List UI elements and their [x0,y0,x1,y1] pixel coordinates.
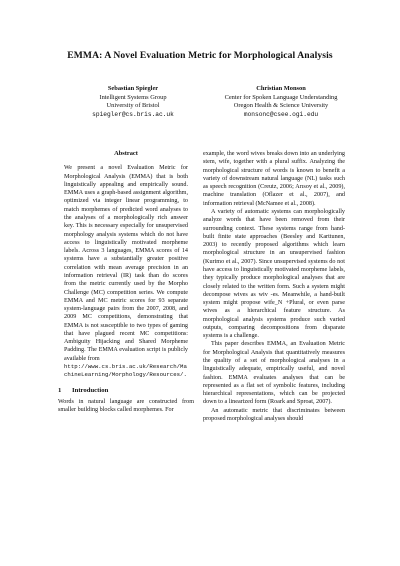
abstract-heading: Abstract [114,150,138,157]
abstract-text: We present a novel Evaluation Metric for Morphological Analysis (EMMA) that is both linguistically appealing and empirically sound. EMMA uses a graph-based assignment algorithm, optimized via integer linear programming, to match morphemes of predicted word analyses to the analyses of a morphologically rich answer key. This is necessary especially for unsupervised morphology analysis systems which do not have access to linguistically motivated morpheme labels. Across 3 languages, EMMA scores of 14 systems have a substantially greater positive correlation with mean average precision in an information retrieval (IR) task than do scores from the metric currently used by the Morpho Challenge (MC) competition series. We compute EMMA and MC metric scores for 93 separate system-language pairs from the 2007, 2008, and 2009 MC competitions, demonstrating that EMMA is not susceptible to two types of gaming that have plagued recent MC competitions: Ambiguity Hijacking and Shared Morpheme Padding. The EMMA evaluation script is publicly available from [64,165,188,362]
intro-paragraph: Words in natural language are constructed from smaller building blocks called morphemes. For [58,398,194,414]
body-paragraph-3: This paper describes EMMA, an Evaluation Metric for Morphological Analysis that quantitatively measures the quality of a set of morphological analyses in a linguistically adequate, empirically useful, and novel fashion. EMMA evaluates analyses that can be represented as a flat set of symbolic features, including hierarchical representations, which can be projected down to a linearized form (Roark and Sproat, 2007). [203,341,345,406]
paper-title: EMMA: A Novel Evaluation Metric for Morphological Analysis [67,50,333,61]
abstract-body [64,164,188,379]
body-paragraph-2: A variety of automatic systems can morphologically analyze words that have been removed from their surrounding context. These systems range from hand-built finite state approaches (Beesley and Karttunen, 2003) to recently proposed algorithms which learn morphological structure in an unsupervised fashion (Kurimo et al., 2007). Since unsupervised systems do not have access to linguistically motivated morpheme labels, they typically produce morphological analyses that are closely related to the written form. Such a system might decompose wives as wiv -es. Meanwhile, a hand-built system might propose wife_N +Plural, or even parse wives as a hierarchical feature structure. As morphological analysis systems produce such varied outputs, comparing decompositions from disparate systems is a challenge. [203,208,345,340]
author-affiliation: Intelligent Systems Group [99,93,167,101]
author-email: monsonc@csee.ogi.edu [243,110,319,118]
script-url[interactable]: http://www.cs.bris.ac.uk/Research/MachineLearning/Morphology/Resources/. [64,363,187,379]
author-block-1 [58,85,208,119]
author-block-2 [196,85,366,119]
author-name: Christian Monson [256,85,306,92]
author-affiliation: Center for Spoken Language Understanding [224,93,338,101]
right-column [203,150,345,423]
author-institution: Oregon Health & Science University [233,102,329,110]
body-paragraph-4: An automatic metric that discriminates between proposed morphological analyses should [203,407,345,422]
section-number: 1 [58,386,62,394]
author-name: Sebastian Spiegler [107,85,159,92]
section-title: Introduction [72,386,109,394]
body-paragraph-1: example, the word wives breaks down into an underlying stem, wife, together with a plural suffix. Analyzing the morphological structure of words is known to benefit a variety of downstream natural language (NL) tasks such as speech recognition (Creutz, 2006; Arısoy et al., 2009), machine translation (Oflazer et al., 2007), and information retrieval (McNamee et al., 2008). [203,151,345,207]
left-column [58,150,194,414]
author-institution: University of Bristol [106,102,160,110]
section-heading [58,387,194,395]
author-email: spiegler@cs.bris.ac.uk [92,110,174,118]
